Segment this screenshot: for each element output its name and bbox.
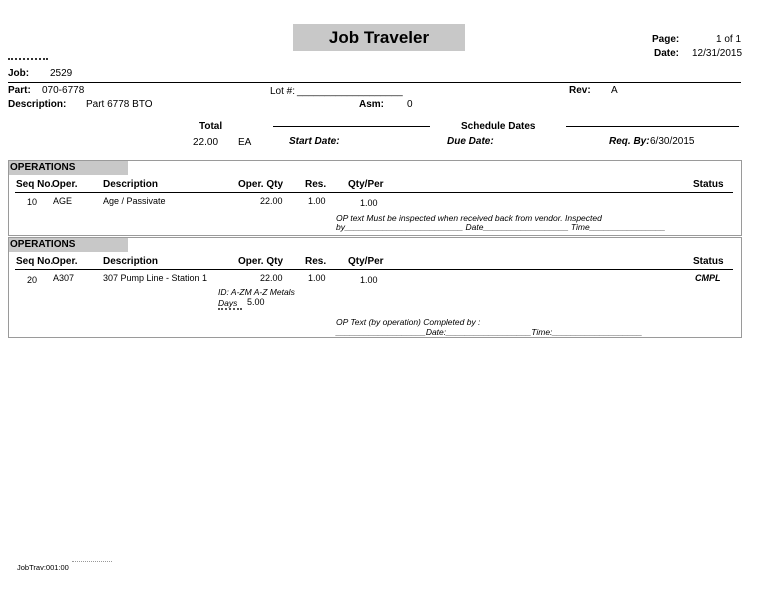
oper-description: Age / Passivate: [103, 196, 166, 206]
header-rule: [15, 192, 733, 193]
col-qty-per-header: Qty/Per: [348, 179, 384, 190]
status-value: CMPL: [695, 273, 721, 283]
schedule-rule-left: [273, 126, 430, 127]
op-note-line-2: by_________________________ Date__________________ Time________________: [336, 222, 666, 232]
date-value: 12/31/2015: [692, 48, 743, 59]
col-status-header: Status: [693, 256, 724, 267]
footer-code: JobTrav:001:00: [17, 563, 69, 572]
res-value: 1.00: [308, 196, 326, 206]
rev-value: A: [611, 85, 618, 96]
operations-heading: OPERATIONS: [9, 161, 128, 175]
days-label: Days: [218, 298, 238, 308]
col-description-header: Description: [103, 256, 159, 267]
col-seq-header: Seq No.: [16, 179, 54, 190]
oper-qty: 22.00: [260, 196, 283, 206]
page-label: Page:: [652, 34, 680, 45]
job-value: 2529: [50, 68, 73, 79]
header-divider: [8, 82, 741, 83]
days-value: 5.00: [247, 297, 265, 307]
lot-label: Lot #:: [270, 86, 296, 97]
col-oper-qty-header: Oper. Qty: [238, 256, 284, 267]
asm-label: Asm:: [359, 99, 385, 110]
operation-block-10: [8, 160, 742, 236]
col-status-header: Status: [693, 179, 724, 190]
oper-code: AGE: [53, 196, 73, 206]
clipped-text-fragment: [218, 308, 248, 311]
col-res-header: Res.: [305, 256, 327, 267]
uom: EA: [238, 137, 252, 148]
page-title: Job Traveler: [328, 28, 430, 47]
oper-qty: 22.00: [260, 273, 283, 283]
header-rule: [15, 269, 733, 270]
part-label: Part:: [8, 85, 31, 96]
lot-blank: ___________________: [297, 86, 403, 97]
req-by-value: 6/30/2015: [650, 136, 695, 147]
col-res-header: Res.: [305, 179, 327, 190]
oper-description: 307 Pump Line - Station 1: [103, 273, 208, 283]
col-oper-header: Oper.: [52, 179, 78, 190]
rev-label: Rev:: [569, 85, 591, 96]
operation-block-20: [8, 237, 742, 338]
seq-no: 10: [27, 197, 38, 207]
schedule-rule-right: [566, 126, 739, 127]
date-label: Date:: [654, 48, 680, 59]
schedule-dates-label: Schedule Dates: [461, 121, 536, 132]
col-oper-header: Oper.: [52, 256, 78, 267]
total-label: Total: [199, 121, 223, 132]
qty-per-value: 1.00: [360, 275, 378, 285]
req-by-label: Req. By:: [609, 136, 650, 147]
part-value: 070-6778: [42, 85, 85, 96]
col-oper-qty-header: Oper. Qty: [238, 179, 284, 190]
op-note-line-1: OP text Must be inspected when received back from vendor. Inspected: [336, 213, 602, 223]
description-label: Description:: [8, 99, 67, 110]
title-banner: [293, 24, 465, 51]
description-value: Part 6778 BTO: [86, 99, 153, 110]
col-seq-header: Seq No.: [16, 256, 54, 267]
clipped-text-fragment: [8, 58, 98, 62]
due-date-label: Due Date:: [447, 136, 494, 147]
qty-per-value: 1.00: [360, 198, 378, 208]
res-value: 1.00: [308, 273, 326, 283]
clipped-text-fragment: [72, 561, 112, 564]
seq-no: 20: [27, 275, 38, 285]
start-date-label: Start Date:: [289, 136, 340, 147]
col-qty-per-header: Qty/Per: [348, 256, 384, 267]
col-description-header: Description: [103, 179, 159, 190]
total-qty: 22.00: [193, 137, 219, 148]
vendor-line: ID: A-ZM A-Z Metals: [218, 287, 295, 297]
op-note-line-1: OP Text (by operation) Completed by :: [336, 317, 481, 327]
oper-code: A307: [53, 273, 75, 283]
op-note-line-2: ___________________Date:__________________Time:___________________: [336, 327, 643, 337]
page-value: 1 of 1: [716, 34, 742, 45]
job-label: Job:: [8, 68, 30, 79]
asm-value: 0: [407, 99, 413, 110]
operations-heading: OPERATIONS: [9, 238, 128, 252]
